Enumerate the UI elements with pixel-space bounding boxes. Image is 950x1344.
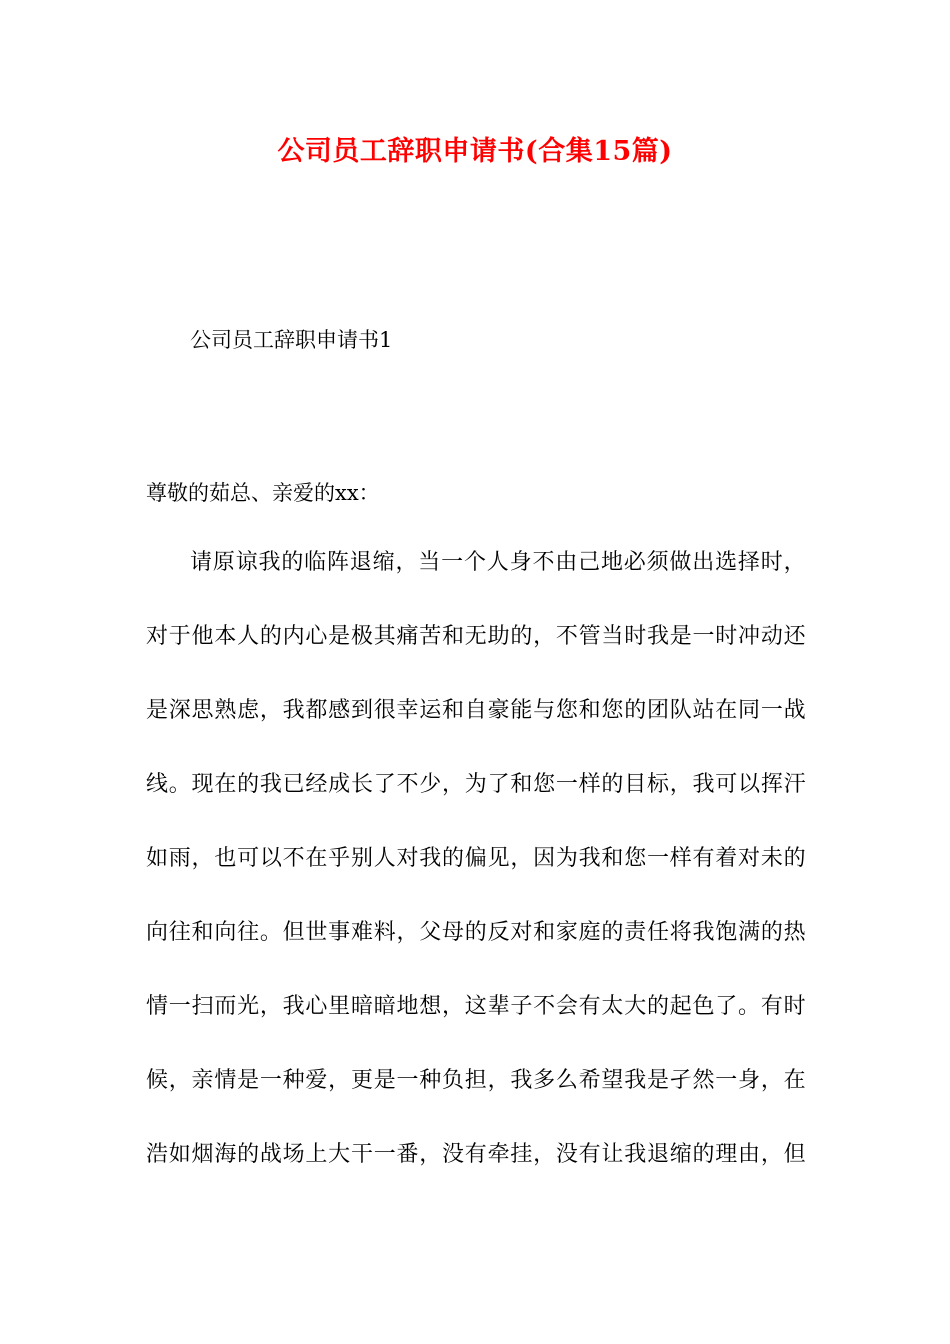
body-line: 线。现在的我已经成长了不少，为了和您一样的目标，我可以挥汗 <box>146 772 806 797</box>
document-title: 公司员工辞职申请书(合集15篇) <box>277 136 673 167</box>
body-line: 请原谅我的临阵退缩，当一个人身不由己地必须做出选择时， <box>190 550 806 575</box>
body-line: 候，亲情是一种爱，更是一种负担，我多么希望我是孑然一身，在 <box>146 1068 806 1093</box>
salutation: 尊敬的茹总、亲爱的xx： <box>146 481 380 505</box>
body-line: 情一扫而光，我心里暗暗地想，这辈子不会有太大的起色了。有时 <box>146 994 806 1019</box>
body-line: 是深思熟虑，我都感到很幸运和自豪能与您和您的团队站在同一战 <box>146 698 806 723</box>
body-line: 浩如烟海的战场上大干一番，没有牵挂，没有让我退缩的理由，但 <box>146 1142 806 1167</box>
body-paragraph <box>146 541 806 1207</box>
body-line: 对于他本人的内心是极其痛苦和无助的，不管当时我是一时冲动还 <box>146 624 806 649</box>
section-heading: 公司员工辞职申请书1 <box>190 328 393 352</box>
body-line: 如雨，也可以不在乎别人对我的偏见，因为我和您一样有着对未的 <box>146 846 806 871</box>
body-line: 向往和向往。但世事难料，父母的反对和家庭的责任将我饱满的热 <box>146 920 806 945</box>
